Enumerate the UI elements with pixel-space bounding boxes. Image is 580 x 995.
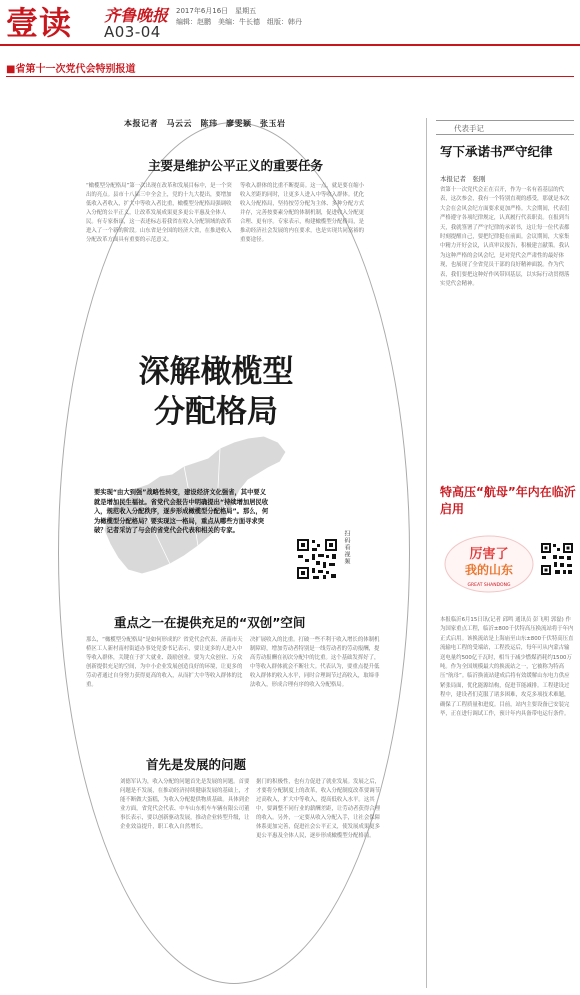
subhead-1: 主要是维护公平正义的重要任务 (148, 158, 324, 173)
main-byline: 本报记者 马云云 陈玮 廖雯颖 张玉岩 (124, 119, 286, 128)
headline-line-2: 分配格局 (154, 394, 278, 430)
logo-text: 厉害了 (469, 547, 509, 562)
qr-code-icon[interactable] (540, 542, 574, 576)
editorial-rule-bottom (436, 134, 574, 135)
editorial-byline: 本报记者 张刚 (440, 175, 486, 183)
editorial-title: 写下承诺书严守纪律 (440, 144, 553, 159)
logo-subtext: GREAT SHANDONG (467, 583, 511, 588)
qr-code-label: 扫码看视频 (343, 530, 350, 565)
body-paragraph-6: 据门的积极性，也有力促进了就业发展。发展之后，才要将分配制度上的改革，收入分配制度改革要调节过高收入，扩大中等收入，提高低收入水平。这其中，要调整不同行业的薪酬差距，让劳动者获得合理的收入。另外，一定要从收入分配入手，让社会保障体系更加完善，促进社会公平正义，使发展成果更多更公平惠及全体人民，逐步形成橄榄型分配格局。 (256, 779, 380, 839)
editorial-rule-top (436, 120, 574, 121)
newspaper-brand: 齐鲁晚报 (104, 6, 169, 25)
editorial-body: 省第十一次党代会正在召开，作为一名有着基层的代表，这次参会，我有一个特别直观的感受，那就是本次大会在会风会纪方面要求更加严格。大会期间，代表们严格遵守各项纪律规定，认真履行代表职责。在报到当天，我就签署了严守纪律的承诺书，这让每一位代表都时刻提醒自己，要把纪律挺在前面。会议期间，大家集中精力开好会议，认真审议报告，积极建言献策。我认为这种严格的会风会纪，是对党代会严肃性的最好体现，也展现了全省党员干部的良好精神面貌。作为代表，我们要把这种好作风带回基层，以实际行动贯彻落实党代会精神。 (440, 187, 570, 288)
editor-credits: 编辑：赵鹏 美编：牛长德 组版：韩丹 (176, 18, 302, 26)
body-paragraph-5: 刘德军认为，收入分配的问题首先是发展的问题。首要问题是不发展，在推动经济持续健康发展的基础上，才能不断做大蛋糕，为收入分配提供物质基础。具体到企业方面，省党代会代表、中车山东机车车辆有限公司董事长表示，要以创新驱动发展，推动企业转型升级，让企业效益提升，职工收入自然增长。 (120, 779, 250, 830)
section-divider (6, 76, 574, 77)
column-divider (426, 118, 427, 988)
header-divider (0, 44, 580, 46)
subhead-2: 重点之一在提供充足的“双创”空间 (114, 615, 306, 630)
svg-text:我的山东: 我的山东 (464, 563, 514, 577)
lead-paragraph: 要实现“由大到强”战略性转变，建设经济文化强省，其中要义就是增加民生福祉。省党代会报告中明确提出“持续增加居民收入，规范收入分配秩序，逐步形成橄榄型分配格局”。那么，何为橄榄型分配格局？要实现这一格局，重点从哪些方面寻求突破？记者采访了与会的省党代会代表和相关的专家。 (94, 489, 269, 535)
page-number: A03-04 (104, 23, 161, 41)
editorial-tag: 代表手记 (454, 124, 484, 133)
campaign-logo (442, 534, 536, 596)
body-paragraph-2: 等收入群体的比重不断提高。这一点，就是要在缩小收入差距的同时，让更多人进入中等收入群体。优化收入分配格局，坚持按劳分配为主体、多种分配方式并存，完善按要素分配的体制机制，促进收入分配更合理、更有序。专家表示，构建橄榄型分配格局，是推动经济社会发展的内在要求，也是实现共同富裕的重要途径。 (240, 183, 364, 243)
section-tag: ■省第十一次党代会特别报道 (6, 64, 136, 75)
headline-line-1: 深解橄榄型 (138, 354, 294, 390)
page-header-title: 壹读 (6, 4, 73, 42)
qr-code-icon[interactable] (296, 538, 338, 580)
issue-date: 2017年6月16日 星期五 (176, 7, 257, 15)
subhead-3: 首先是发展的问题 (146, 757, 247, 772)
body-paragraph-3: 那么，“橄榄型分配格局”是如何形成的？省党代会代表、济南市天桥区工人新村南村街道办事处党委书记表示，要让更多的人进入中等收入群体，关键在于扩大就业、鼓励创业。要为大众创业、万众创新提供充足的空间，为中小企业发展创造良好的环境，让更多的劳动者通过自身努力获得更高的收入，从而扩大中等收入群体的比重。 (86, 637, 243, 688)
body-paragraph-4: 决扩展收入的比重。打破一些不利于收入增长的体制机制障碍，增加劳动者特别是一线劳动者的劳动报酬，提高劳动报酬在初次分配中的比重。这个基础发挥好了，中等收入群体就会不断壮大。代表认为，要重点提升低收入群体的收入水平，同时合理调节过高收入，取缔非法收入，形成合理有序的收入分配格局。 (250, 637, 380, 688)
news-body: 本报临沂6月15日讯(记者 邱鸣 通讯员 彭飞明 郭磊) 作为国家重点工程，临沂±800千伏特高压换流站将于年内正式启用。该换流站是上海庙至山东±800千伏特高压直流输电工程的受端站，工程投运后，每年可从内蒙古输送电量约500亿千瓦时，相当于减少燃煤消耗约1500万吨。作为全国规模最大的换流站之一，它被称为特高压“航母”。临沂换流站建成后将有效缓解山东电力供应紧张局面，优化能源结构，促进节能减排。工程建设过程中，建设者们克服了诸多困难，攻克多项技术难题，确保了工程质量和进度。目前，站内主要设备已安装完毕，正在进行调试工作，预计年内具备带电运行条件。 (440, 617, 574, 718)
body-paragraph-1: “橄榄型分配格局”第一次出现在改革和发展目标中，是一个突出的亮点。县市十八届三中全会上，党的十九大提出，要增加低收入者收入，扩大中等收入者比重，橄榄型分配格局强调收入分配的公平正义，让改革发展成果更多更公平惠及全体人民。有专家指出，这一表述标志着我省在收入分配领域的改革进入了一个新的阶段。山东省是全国的经济大省，在推进收入分配改革方面具有重要的示范意义。 (86, 183, 232, 243)
news-title: 特高压“航母”年内在临沂启用 (440, 485, 576, 516)
